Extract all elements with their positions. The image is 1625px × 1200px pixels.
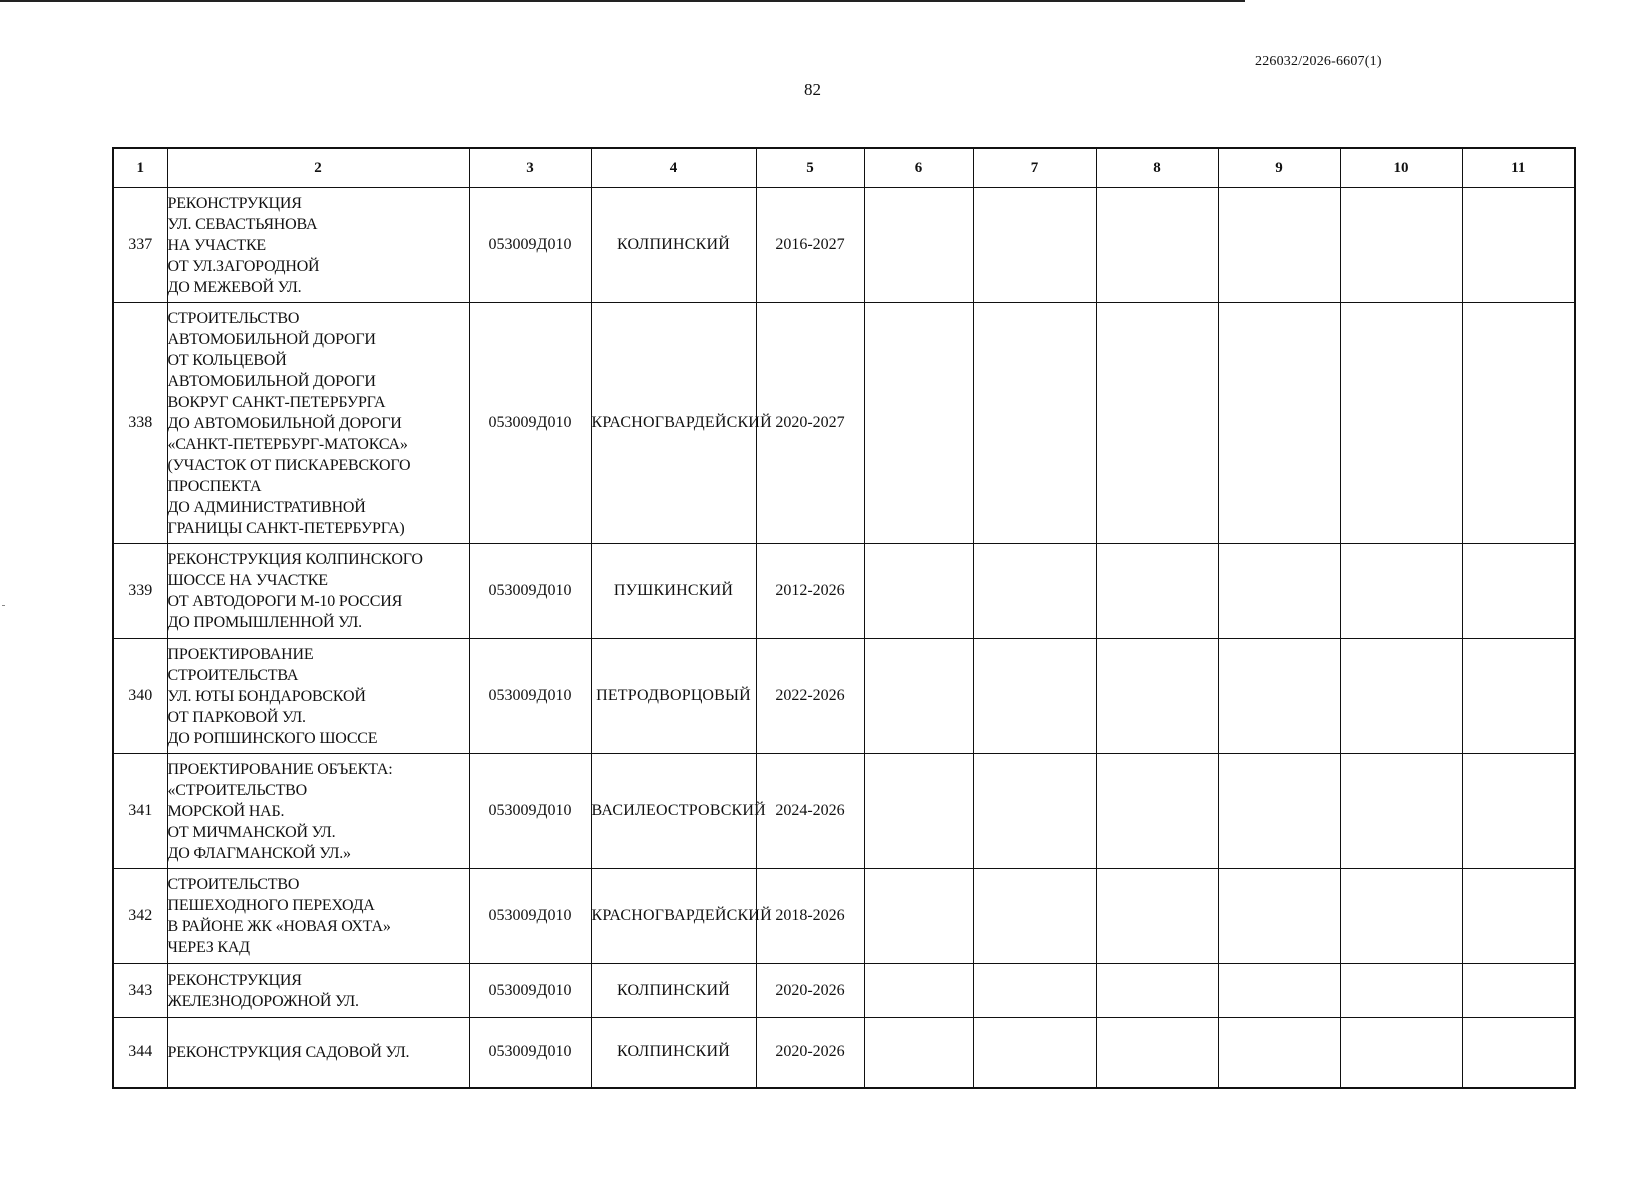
row-number: 341 [113, 754, 167, 869]
column-header: 5 [756, 148, 864, 188]
empty-cell [1218, 869, 1340, 964]
empty-cell [1340, 639, 1462, 754]
column-header: 8 [1096, 148, 1218, 188]
page-number: 82 [804, 80, 821, 99]
implementation-period: 2020-2026 [756, 1018, 864, 1088]
column-header: 4 [591, 148, 756, 188]
district-name: КРАСНОГВАРДЕЙСКИЙ [591, 303, 756, 544]
row-number: 339 [113, 544, 167, 639]
empty-cell [864, 188, 973, 303]
budget-code: 053009Д010 [469, 964, 591, 1018]
row-number: 340 [113, 639, 167, 754]
budget-code: 053009Д010 [469, 869, 591, 964]
empty-cell [1340, 544, 1462, 639]
empty-cell [1218, 188, 1340, 303]
empty-cell [864, 544, 973, 639]
table-row [113, 303, 1575, 544]
district-name: КОЛПИНСКИЙ [591, 964, 756, 1018]
implementation-period: 2024-2026 [756, 754, 864, 869]
empty-cell [973, 639, 1096, 754]
budget-code: 053009Д010 [469, 188, 591, 303]
empty-cell [1462, 964, 1575, 1018]
empty-cell [1218, 303, 1340, 544]
empty-cell [1096, 544, 1218, 639]
implementation-period: 2018-2026 [756, 869, 864, 964]
empty-cell [1462, 1018, 1575, 1088]
page-top-border [0, 0, 1245, 2]
row-number: 342 [113, 869, 167, 964]
object-name: РЕКОНСТРУКЦИЯ САДОВОЙ УЛ. [167, 1018, 469, 1088]
object-name: РЕКОНСТРУКЦИЯ ЖЕЛЕЗНОДОРОЖНОЙ УЛ. [167, 964, 469, 1018]
empty-cell [1462, 869, 1575, 964]
empty-cell [1340, 964, 1462, 1018]
empty-cell [1340, 869, 1462, 964]
table-row [113, 964, 1575, 1018]
object-name: РЕКОНСТРУКЦИЯ КОЛПИНСКОГО ШОССЕ НА УЧАСТКЕ ОТ АВТОДОРОГИ М-10 РОССИЯ ДО ПРОМЫШЛЕННОЙ УЛ. [167, 544, 469, 639]
column-header: 6 [864, 148, 973, 188]
object-name: РЕКОНСТРУКЦИЯ УЛ. СЕВАСТЬЯНОВА НА УЧАСТКЕ ОТ УЛ.ЗАГОРОДНОЙ ДО МЕЖЕВОЙ УЛ. [167, 188, 469, 303]
empty-cell [864, 303, 973, 544]
empty-cell [973, 1018, 1096, 1088]
scan-artifact-dot [2, 605, 5, 606]
budget-code: 053009Д010 [469, 544, 591, 639]
empty-cell [1462, 544, 1575, 639]
empty-cell [1096, 964, 1218, 1018]
budget-code: 053009Д010 [469, 754, 591, 869]
column-header: 1 [113, 148, 167, 188]
table-row [113, 188, 1575, 303]
column-header: 11 [1462, 148, 1575, 188]
implementation-period: 2020-2026 [756, 964, 864, 1018]
data-table [112, 147, 1576, 1089]
empty-cell [1340, 188, 1462, 303]
empty-cell [1462, 188, 1575, 303]
empty-cell [1218, 639, 1340, 754]
empty-cell [1218, 754, 1340, 869]
empty-cell [1096, 188, 1218, 303]
row-number: 344 [113, 1018, 167, 1088]
empty-cell [1096, 303, 1218, 544]
row-number: 338 [113, 303, 167, 544]
column-header: 3 [469, 148, 591, 188]
district-name: КОЛПИНСКИЙ [591, 188, 756, 303]
empty-cell [1340, 303, 1462, 544]
empty-cell [1218, 1018, 1340, 1088]
object-name: ПРОЕКТИРОВАНИЕ СТРОИТЕЛЬСТВА УЛ. ЮТЫ БОНДАРОВСКОЙ ОТ ПАРКОВОЙ УЛ. ДО РОПШИНСКОГО ШОССЕ [167, 639, 469, 754]
empty-cell [1340, 754, 1462, 869]
empty-cell [864, 1018, 973, 1088]
empty-cell [973, 544, 1096, 639]
district-name: ПЕТРОДВОРЦОВЫЙ [591, 639, 756, 754]
empty-cell [864, 964, 973, 1018]
implementation-period: 2016-2027 [756, 188, 864, 303]
district-name: КРАСНОГВАРДЕЙСКИЙ [591, 869, 756, 964]
table-row [113, 544, 1575, 639]
empty-cell [973, 964, 1096, 1018]
empty-cell [864, 754, 973, 869]
implementation-period: 2020-2027 [756, 303, 864, 544]
object-name: ПРОЕКТИРОВАНИЕ ОБЪЕКТА: «СТРОИТЕЛЬСТВО МОРСКОЙ НАБ. ОТ МИЧМАНСКОЙ УЛ. ДО ФЛАГМАНСКОЙ УЛ.» [167, 754, 469, 869]
budget-code: 053009Д010 [469, 303, 591, 544]
table-row [113, 1018, 1575, 1088]
empty-cell [973, 303, 1096, 544]
empty-cell [1096, 754, 1218, 869]
empty-cell [973, 188, 1096, 303]
column-header: 9 [1218, 148, 1340, 188]
object-name: СТРОИТЕЛЬСТВО АВТОМОБИЛЬНОЙ ДОРОГИ ОТ КОЛЬЦЕВОЙ АВТОМОБИЛЬНОЙ ДОРОГИ ВОКРУГ САНКТ-ПЕТЕРБУРГА ДО АВТОМОБИЛЬНОЙ ДОРОГИ «САНКТ-ПЕТЕРБУРГ-МАТОКСА» (УЧАСТОК ОТ ПИСКАРЕВСКОГО ПРОСПЕКТА ДО АДМИНИСТРАТИВНОЙ ГРАНИЦЫ САНКТ-ПЕТЕРБУРГА) [167, 303, 469, 544]
district-name: ПУШКИНСКИЙ [591, 544, 756, 639]
table-row [113, 639, 1575, 754]
empty-cell [1462, 639, 1575, 754]
row-number: 343 [113, 964, 167, 1018]
empty-cell [1462, 303, 1575, 544]
empty-cell [864, 869, 973, 964]
empty-cell [1218, 964, 1340, 1018]
column-header: 7 [973, 148, 1096, 188]
table-row [113, 869, 1575, 964]
table-row [113, 754, 1575, 869]
empty-cell [1340, 1018, 1462, 1088]
empty-cell [973, 869, 1096, 964]
district-name: ВАСИЛЕОСТРОВСКИЙ [591, 754, 756, 869]
empty-cell [1096, 1018, 1218, 1088]
budget-code: 053009Д010 [469, 1018, 591, 1088]
column-header: 10 [1340, 148, 1462, 188]
implementation-period: 2022-2026 [756, 639, 864, 754]
empty-cell [973, 754, 1096, 869]
empty-cell [1218, 544, 1340, 639]
empty-cell [864, 639, 973, 754]
table-header-row [113, 148, 1575, 188]
row-number: 337 [113, 188, 167, 303]
empty-cell [1096, 869, 1218, 964]
object-name: СТРОИТЕЛЬСТВО ПЕШЕХОДНОГО ПЕРЕХОДА В РАЙОНЕ ЖК «НОВАЯ ОХТА» ЧЕРЕЗ КАД [167, 869, 469, 964]
district-name: КОЛПИНСКИЙ [591, 1018, 756, 1088]
column-header: 2 [167, 148, 469, 188]
document-number: 226032/2026-6607(1) [1255, 54, 1382, 69]
empty-cell [1462, 754, 1575, 869]
implementation-period: 2012-2026 [756, 544, 864, 639]
empty-cell [1096, 639, 1218, 754]
budget-code: 053009Д010 [469, 639, 591, 754]
